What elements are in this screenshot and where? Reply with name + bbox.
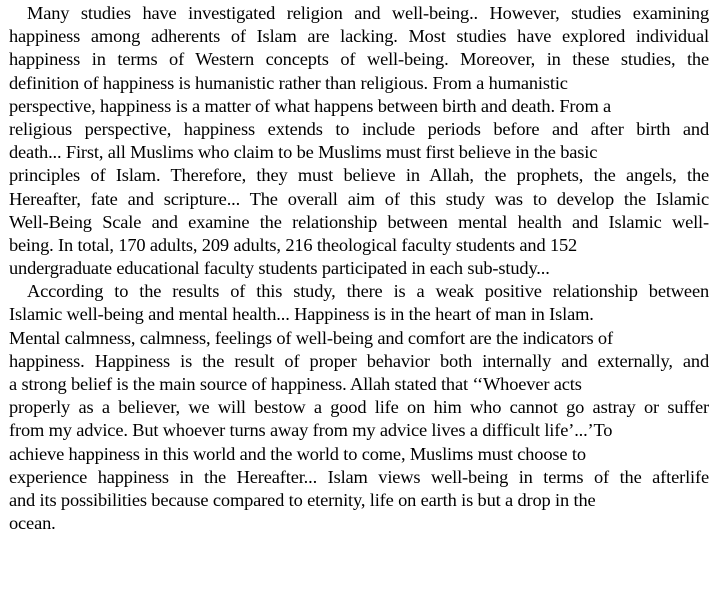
- text-line: and its possibilities because compared to eternity, life on earth is but a drop in the: [9, 489, 596, 510]
- text-line: religious perspective, happiness extends to include periods before and after birth and: [9, 118, 709, 139]
- text-line: experience happiness in the Hereafter... Islam views well-being in terms of the afterlife: [9, 466, 709, 487]
- text-line: a strong belief is the main source of happiness. Allah stated that ‘‘Whoever acts: [9, 374, 582, 394]
- paragraph-2: [9, 280, 709, 535]
- text-line: happiness among adherents of Islam are lacking. Most studies have explored individual: [9, 26, 709, 47]
- text-line: Hereafter, fate and scripture... The overall aim of this study was to develop the Islamic: [9, 188, 709, 209]
- text-line: According to the results of this study, there is a weak positive relationship between: [27, 281, 709, 302]
- text-line: Islamic well-being and mental health... Happiness is in the heart of man in Islam.: [9, 304, 594, 325]
- text-line: definition of happiness is humanistic rather than religious. From a humanistic: [9, 72, 568, 93]
- text-line: achieve happiness in this world and the world to come, Muslims must choose to: [9, 443, 586, 464]
- text-line: death... First, all Muslims who claim to be Muslims must first believe in the basic: [9, 142, 598, 163]
- text-line: ocean.: [9, 513, 56, 534]
- text-line: properly as a believer, we will bestow a good life on him who cannot go astray or suffer: [9, 397, 709, 418]
- text-line: happiness. Happiness is the result of proper behavior both internally and externally, and: [9, 350, 709, 371]
- text-line: from my advice. But whoever turns away from my advice lives a difficult life’...’To: [9, 420, 613, 441]
- text-line: perspective, happiness is a matter of what happens between birth and death. From a: [9, 95, 612, 116]
- text-line: Many studies have investigated religion and well-being.. However, studies examining: [27, 3, 709, 23]
- document-body: [9, 2, 709, 535]
- paragraph-1: [9, 2, 709, 280]
- text-line: happiness in terms of Western concepts of well-being. Moreover, in these studies, the: [9, 49, 709, 70]
- text-line: undergraduate educational faculty students participated in each sub-study...: [9, 258, 550, 279]
- text-line: being. In total, 170 adults, 209 adults, 216 theological faculty students and 152: [9, 234, 578, 255]
- text-line: Mental calmness, calmness, feelings of well-being and comfort are the indicators of: [9, 327, 613, 348]
- text-line: Well-Being Scale and examine the relationship between mental health and Islamic well-: [9, 211, 709, 232]
- text-line: principles of Islam. Therefore, they must believe in Allah, the prophets, the angels, the: [9, 165, 709, 186]
